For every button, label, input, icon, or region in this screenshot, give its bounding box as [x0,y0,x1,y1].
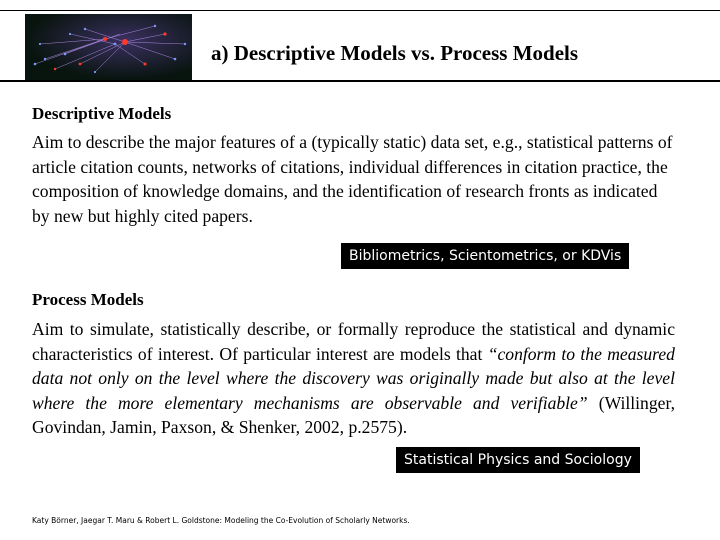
process-citation: (Willinger, Govindan, Jamin, Paxson, & Shenker, 2002, p.2575). [32,392,675,438]
slide-title: a) Descriptive Models vs. Process Models [211,41,579,65]
top-rule [0,10,720,11]
footer-credit: Katy Börner, Jaegar T. Maru & Robert L. Goldstone: Modeling the Co-Evolution of Scholarly Networks. [32,516,410,525]
process-text [32,317,675,440]
process-quote: “conform to the measured data not only on the level where the discovery was originally made but also at the level where the more elementary mechanisms are observable and verifiable” [32,343,675,413]
descriptive-badge: Bibliometrics, Scientometrics, or KDVis [341,243,629,269]
network-visualization-icon [25,14,192,80]
process-heading: Process Models [32,290,144,309]
process-text-intro: Aim to simulate, statistically describe, or formally reproduce the statistical and dynamic characteristics of interest. Of particular interest are models that [32,319,675,364]
descriptive-heading: Descriptive Models [32,104,172,123]
descriptive-text: Aim to describe the major features of a (typically static) data set, e.g., statistical patterns of article citation counts, networks of citations, individual differences in citation practice, the composition of knowledge domains, and the identification of research fronts as indicated by new but highly cited papers. [32,132,673,226]
process-badge: Statistical Physics and Sociology [396,447,640,473]
title-divider [0,80,720,82]
